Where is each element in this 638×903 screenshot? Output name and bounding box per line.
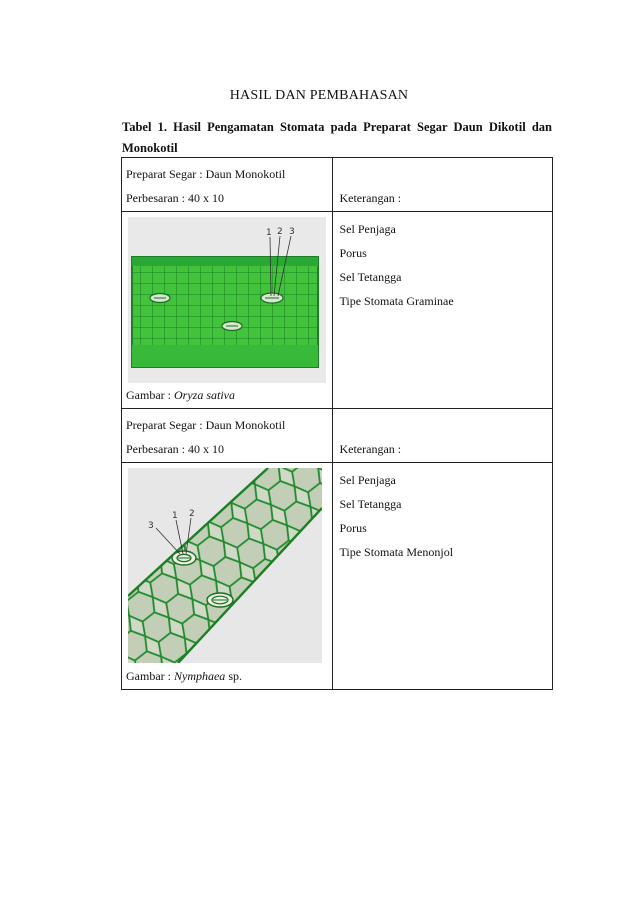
notes-cell [333, 463, 553, 690]
table-caption-line-1: Tabel 1. Hasil Pengamatan Stomata pada Preparat Segar Daun Dikotil dan [122, 120, 552, 134]
table-caption [122, 117, 552, 159]
note-item: Porus [339, 521, 367, 535]
figure-cell [122, 212, 333, 409]
notes-cell [333, 212, 553, 409]
perbesaran-text: Perbesaran : 40 x 10 [126, 442, 224, 456]
preparat-cell [122, 158, 333, 212]
drawing-label: 1 [172, 511, 178, 521]
table-row [122, 158, 553, 212]
note-item: Sel Penjaga [339, 222, 396, 236]
table-row [122, 463, 553, 690]
figure-caption: Gambar : Oryza sativa [126, 388, 235, 402]
keterangan-label: Keterangan : [339, 191, 402, 205]
table-caption-line-2: Monokotil [122, 141, 178, 155]
preparat-cell [122, 409, 333, 463]
table-row [122, 212, 553, 409]
drawing-label: 1 [266, 228, 272, 238]
note-item: Tipe Stomata Graminae [339, 294, 454, 308]
species-name: Nymphaea [173, 669, 226, 683]
page-heading: HASIL DAN PEMBAHASAN [229, 88, 409, 103]
drawing-label: 3 [289, 227, 295, 237]
keterangan-cell [333, 158, 553, 212]
perbesaran-text: Perbesaran : 40 x 10 [126, 191, 224, 205]
note-item: Sel Penjaga [339, 473, 396, 487]
keterangan-label: Keterangan : [339, 442, 402, 456]
figure-cell [122, 463, 333, 690]
keterangan-cell [333, 409, 553, 463]
preparat-text: Preparat Segar : Daun Monokotil [126, 418, 286, 432]
oryza-stomata-drawing [128, 217, 326, 383]
note-item: Sel Tetangga [339, 497, 402, 511]
note-item: Sel Tetangga [339, 270, 402, 284]
drawing-label: 2 [189, 509, 195, 519]
observation-table [121, 157, 553, 690]
drawing-label: 2 [277, 227, 283, 237]
table-row [122, 409, 553, 463]
note-item: Tipe Stomata Menonjol [339, 545, 454, 559]
note-item: Porus [339, 246, 367, 260]
species-name: Oryza sativa [173, 388, 235, 402]
preparat-text: Preparat Segar : Daun Monokotil [126, 167, 286, 181]
drawing-label: 3 [148, 521, 154, 531]
figure-caption: Gambar : Nymphaea sp. [126, 669, 242, 683]
nymphaea-stomata-drawing [128, 468, 322, 663]
